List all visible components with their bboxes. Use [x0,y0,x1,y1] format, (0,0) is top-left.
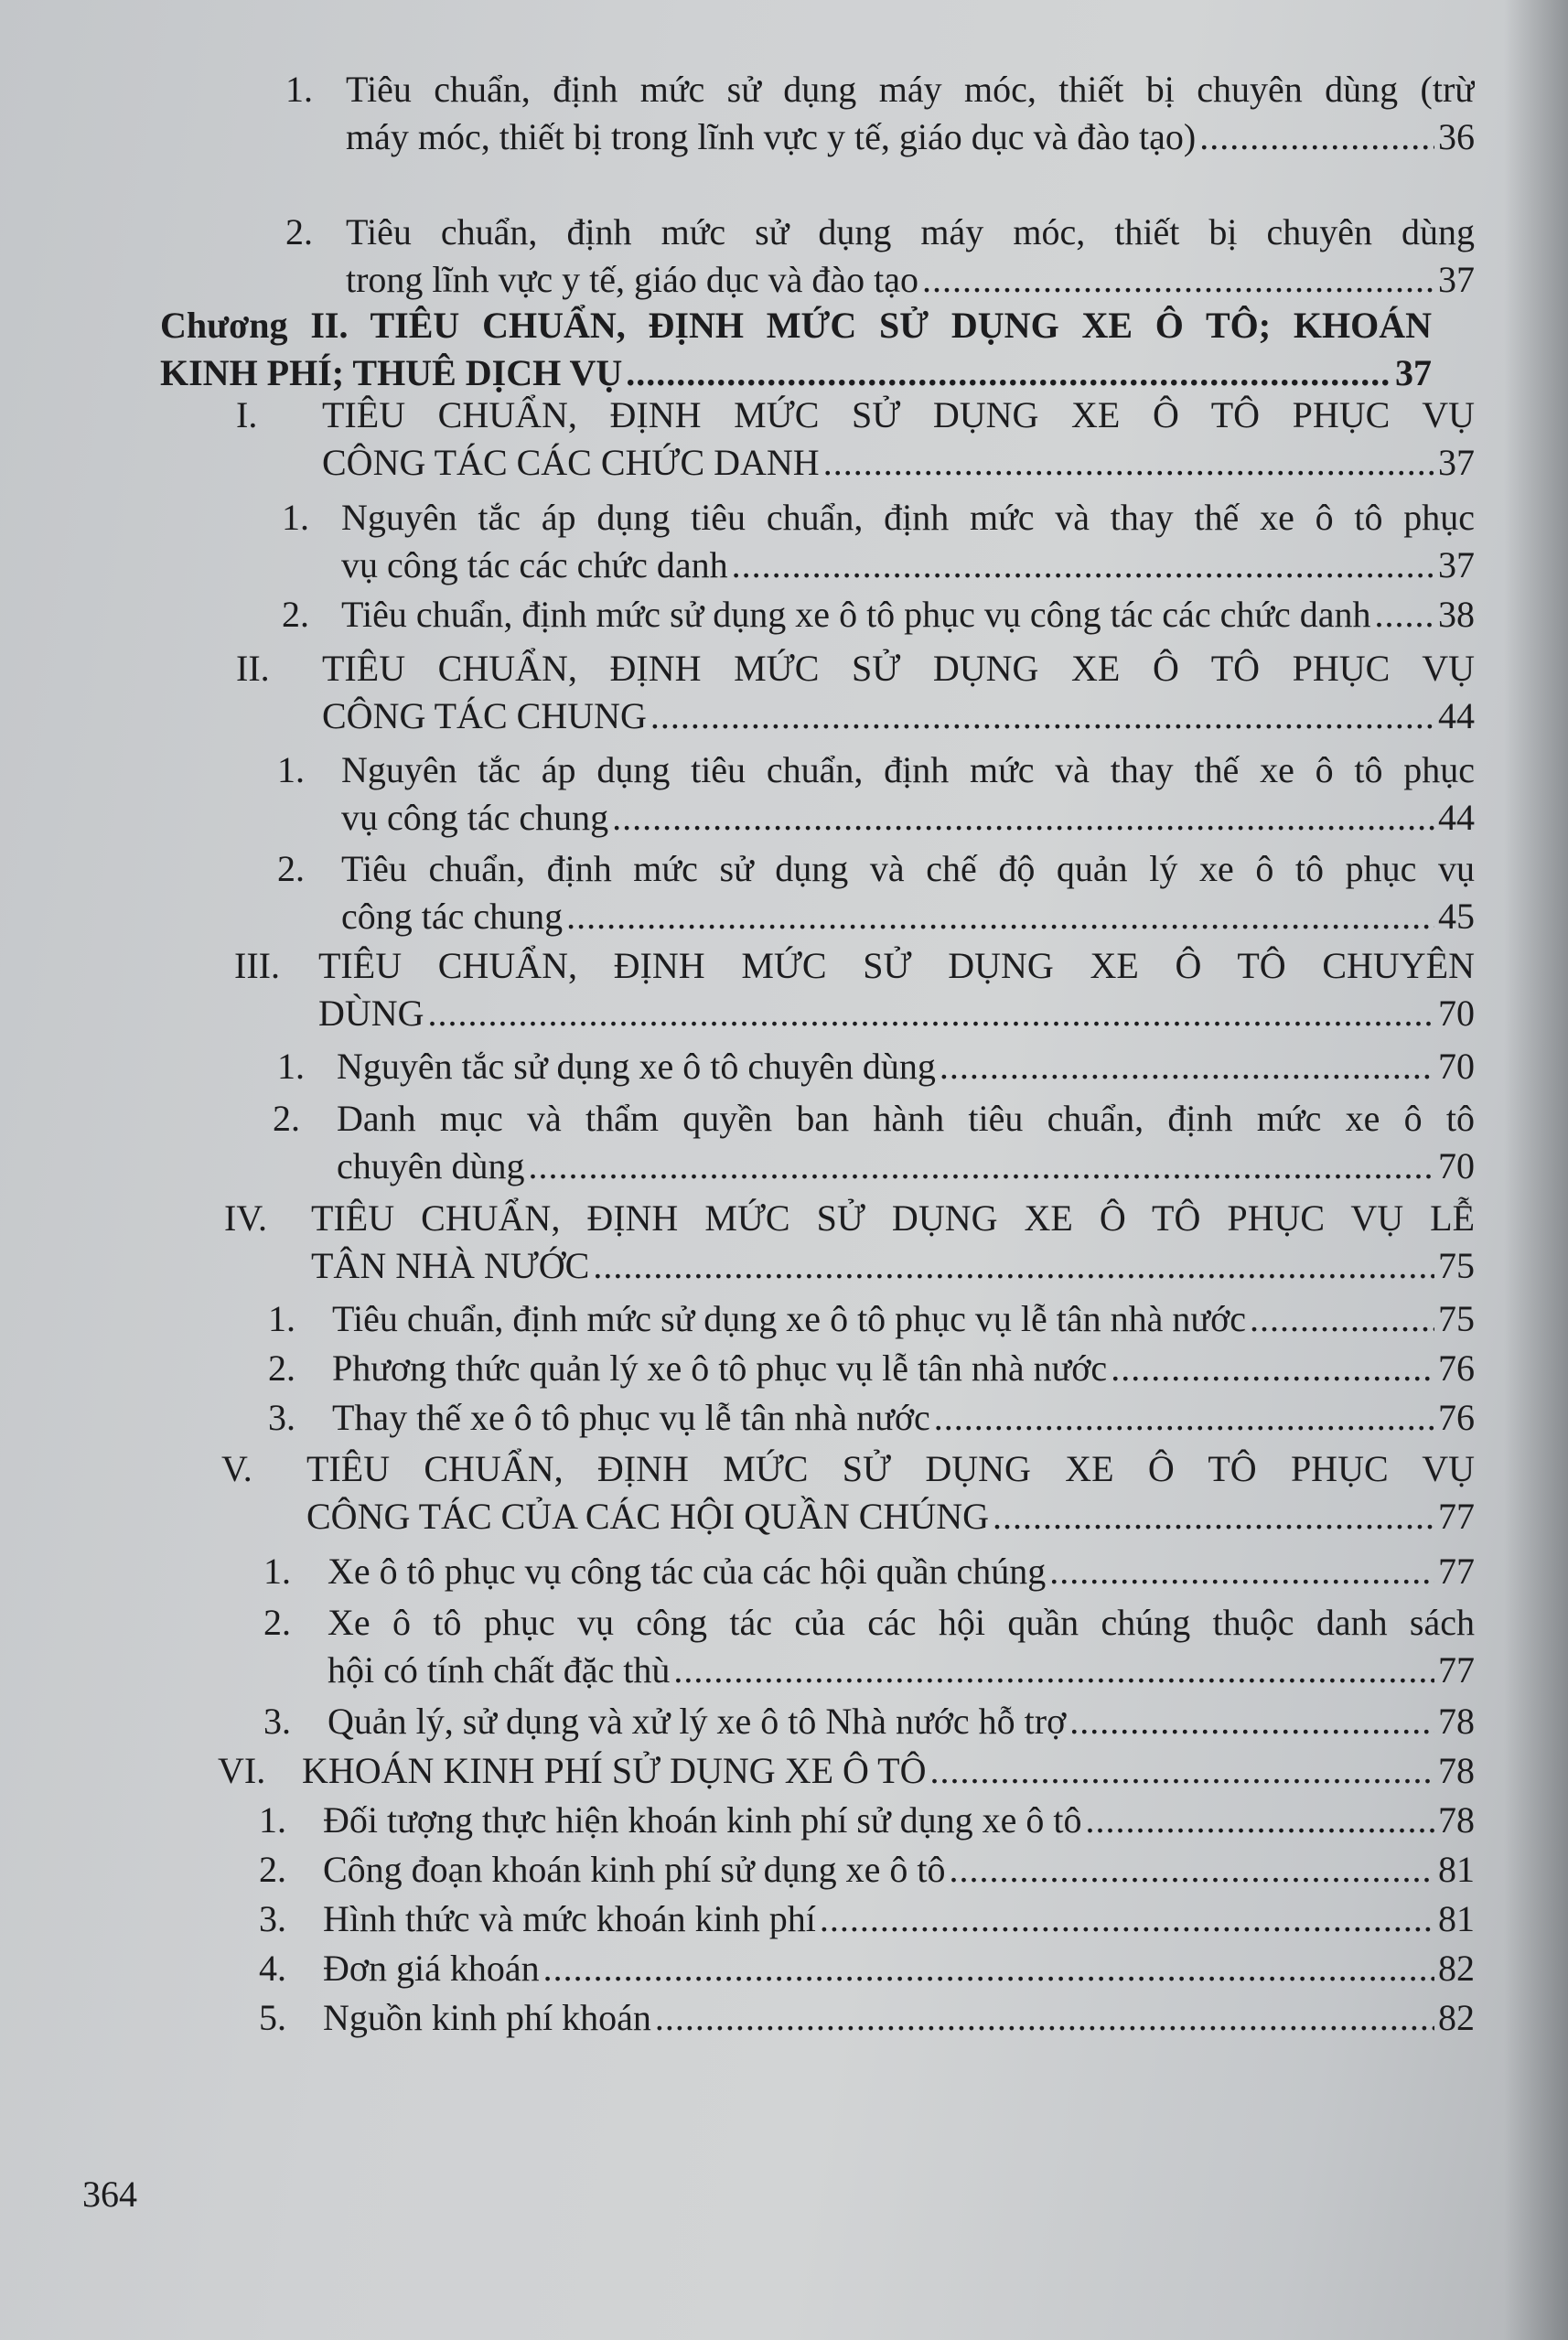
toc-entry-text: Tiêu chuẩn, định mức sử dụng xe ô tô phục vụ công tác các chức danh [341,594,1371,635]
toc-entry-last-line [322,439,1475,487]
toc-entry-page: 37 [1438,544,1475,585]
toc-entry-number: 2. [277,848,305,889]
toc-entry-page: 81 [1438,1898,1475,1939]
toc-entry-last-line [323,1895,1475,1943]
toc-entry-page: 81 [1438,1849,1475,1890]
toc-entry [282,494,1475,589]
toc-entry-last-line [306,1493,1475,1540]
toc-entry [234,942,1475,1037]
toc-entry-number: 2. [282,594,309,635]
toc-entry-text: Quản lý, sử dụng và xử lý xe ô tô Nhà nước hỗ trợ [328,1701,1067,1742]
toc-entry-text: Nguyên tắc áp dụng tiêu chuẩn, định mức và thay thế xe ô tô phục [341,497,1475,538]
toc-entry [259,1797,1475,1844]
dot-leader [934,1394,1434,1442]
toc-entry [259,1945,1475,1992]
dot-leader [823,439,1434,487]
dot-leader [1199,113,1434,161]
toc-entry-text: Đối tượng thực hiện khoán kinh phí sử dụng xe ô tô [323,1799,1082,1841]
toc-entry [268,1394,1475,1442]
toc-entry-last-line [302,1747,1475,1795]
dot-leader [732,542,1434,589]
dot-leader [930,1747,1435,1795]
toc-entry-page: 70 [1438,1046,1475,1087]
toc-entry-number: 1. [277,1046,305,1087]
toc-entry-text: Thay thế xe ô tô phục vụ lễ tân nhà nước [332,1397,930,1438]
toc-entry-text: Xe ô tô phục vụ công tác của các hội quần chúng [328,1551,1047,1592]
dot-leader [950,1846,1434,1894]
dot-leader [1085,1797,1434,1844]
toc-entry-text: vụ công tác chung [341,797,609,838]
toc-entry-number: I. [236,394,258,435]
toc-entry-text: Nguyên tắc áp dụng tiêu chuẩn, định mức và thay thế xe ô tô phục [341,749,1475,790]
toc-entry-number: II. [236,648,270,689]
toc-entry-text: hội có tính chất đặc thù [328,1649,671,1691]
toc-entry-last-line [318,990,1475,1037]
toc-entry-page: 78 [1438,1701,1475,1742]
toc-entry-text: Danh mục và thẩm quyền ban hành tiêu chuẩn, định mức xe ô tô [337,1098,1475,1139]
toc-entry-text: KHOÁN KINH PHÍ SỬ DỤNG XE Ô TÔ [302,1750,927,1791]
toc-entry-last-line [323,1945,1475,1992]
toc-entry-text: máy móc, thiết bị trong lĩnh vực y tế, giáo dục và đào tạo) [346,116,1197,157]
toc-entry-page: 38 [1438,594,1475,635]
toc-entry-text: Hình thức và mức khoán kinh phí [323,1898,816,1939]
toc-entry [277,746,1475,842]
toc-entry-number: 1. [268,1298,295,1339]
dot-leader [428,990,1434,1037]
dot-leader [922,256,1434,304]
toc-entry-number: 1. [263,1551,291,1592]
toc-entry [282,591,1475,639]
toc-entry-text: TIÊU CHUẨN, ĐỊNH MỨC SỬ DỤNG XE Ô TÔ PHỤC VỤ [322,394,1475,435]
page-edge-shadow [1504,0,1568,2340]
toc-entry [268,1345,1475,1392]
toc-entry-page: 37 [1395,352,1432,393]
toc-entry-last-line [328,1548,1475,1595]
toc-entry-last-line [323,1846,1475,1894]
toc-entry-number: III. [234,945,280,986]
toc-entry-page: 37 [1438,442,1475,483]
dot-leader [543,1945,1434,1992]
toc-entry [273,1095,1475,1190]
dot-leader [593,1242,1434,1290]
dot-leader [1111,1345,1434,1392]
toc-entry-text: Đơn giá khoán [323,1948,540,1989]
toc-entry-number: 2. [268,1347,295,1389]
page-number: 364 [82,2174,137,2215]
toc-entry-number: V. [221,1448,252,1489]
toc-entry-text: Phương thức quản lý xe ô tô phục vụ lễ tân nhà nước [332,1347,1108,1389]
dot-leader [940,1043,1434,1090]
toc-entry [263,1548,1475,1595]
toc-entry-number: 3. [268,1397,295,1438]
toc-entry-text: Nguyên tắc sử dụng xe ô tô chuyên dùng [337,1046,936,1087]
toc-entry [263,1599,1475,1694]
toc-entry-page: 44 [1438,695,1475,736]
toc-entry-last-line [346,113,1475,161]
toc-entry-text: vụ công tác các chức danh [341,544,728,585]
toc-entry-number: 3. [263,1701,291,1742]
toc-entry-page: 75 [1438,1298,1475,1339]
toc-entry-text: Xe ô tô phục vụ công tác của các hội quần chúng thuộc danh sách [328,1602,1475,1643]
toc-entry-text: TIÊU CHUẨN, ĐỊNH MỨC SỬ DỤNG XE Ô TÔ CHUYÊN [318,945,1475,986]
dot-leader [626,349,1391,397]
toc-entry-text: chuyên dùng [337,1145,525,1186]
dot-leader [650,692,1434,740]
toc-entry-text: trong lĩnh vực y tế, giáo dục và đào tạo [346,259,918,300]
toc-entry-page: 70 [1438,1145,1475,1186]
toc-entry-last-line [328,1647,1475,1694]
dot-leader [612,794,1434,842]
dot-leader [820,1895,1434,1943]
toc-entry-number: IV. [224,1197,268,1239]
toc-entry-text: Công đoạn khoán kinh phí sử dụng xe ô tô [323,1849,946,1890]
toc-entry-page: 75 [1438,1245,1475,1286]
toc-entry-last-line [346,256,1475,304]
toc-entry [218,1747,1475,1795]
toc-entry-page: 76 [1438,1397,1475,1438]
toc-entry [268,1295,1475,1343]
toc-entry-number: 2. [263,1602,291,1643]
toc-entry-last-line [311,1242,1475,1290]
dot-leader [529,1143,1434,1190]
toc-entry-last-line [337,1043,1475,1090]
toc-entry [236,392,1475,487]
toc-entry-page: 45 [1438,896,1475,937]
toc-entry-page: 82 [1438,1997,1475,2038]
toc-entry-number: 2. [259,1849,286,1890]
toc-entry [259,1994,1475,2042]
toc-entry-last-line [341,542,1475,589]
toc-entry-last-line [337,1143,1475,1190]
dot-leader [1250,1295,1434,1343]
toc-entry-last-line [328,1698,1475,1745]
dot-leader [1049,1548,1434,1595]
dot-leader [1069,1698,1434,1745]
toc-entry-text: KINH PHÍ; THUÊ DỊCH VỤ [160,352,623,393]
toc-entry-page: 37 [1438,259,1475,300]
toc-entry [160,302,1432,397]
toc-entry-text: Tiêu chuẩn, định mức sử dụng và chế độ quản lý xe ô tô phục vụ [341,848,1475,889]
toc-entry-last-line [323,1994,1475,2042]
toc-entry-number: 1. [285,69,313,110]
toc-entry [259,1895,1475,1943]
toc-entry [221,1445,1475,1540]
toc-entry-text: TIÊU CHUẨN, ĐỊNH MỨC SỬ DỤNG XE Ô TÔ PHỤC VỤ LỄ [311,1197,1475,1239]
toc-entry-text: Chương II. TIÊU CHUẨN, ĐỊNH MỨC SỬ DỤNG XE Ô TÔ; KHOÁN [160,305,1432,346]
toc-entry-page: 44 [1438,797,1475,838]
toc-entry-number: 1. [277,749,305,790]
toc-entry-page: 78 [1438,1750,1475,1791]
toc-entry-text: TIÊU CHUẨN, ĐỊNH MỨC SỬ DỤNG XE Ô TÔ PHỤC VỤ [306,1448,1475,1489]
toc-entry-last-line [323,1797,1475,1844]
toc-entry-page: 76 [1438,1347,1475,1389]
toc-entry-text: Tiêu chuẩn, định mức sử dụng máy móc, thiết bị chuyên dùng (trừ [346,69,1475,110]
toc-entry-number: 2. [285,211,313,252]
toc-entry-page: 70 [1438,993,1475,1034]
toc-entry [277,845,1475,940]
dot-leader [566,893,1434,940]
toc-entry [277,1043,1475,1090]
toc-entry-text: CÔNG TÁC CHUNG [322,695,647,736]
toc-entry-text: TÂN NHÀ NƯỚC [311,1245,590,1286]
toc-entry-number: VI. [218,1750,266,1791]
toc-entry-page: 78 [1438,1799,1475,1841]
dot-leader [673,1647,1434,1694]
toc-entry [224,1195,1475,1290]
toc-entry [236,645,1475,740]
toc-entry-page: 77 [1438,1496,1475,1537]
toc-entry-text: công tác chung [341,896,564,937]
toc-entry-last-line [322,692,1475,740]
toc-entry-number: 4. [259,1948,286,1989]
toc-entry-last-line [341,893,1475,940]
toc-entry-last-line [332,1394,1475,1442]
dot-leader [993,1493,1434,1540]
toc-entry-text: Tiêu chuẩn, định mức sử dụng xe ô tô phục vụ lễ tân nhà nước [332,1298,1247,1339]
toc-entry-last-line [341,591,1475,639]
toc-entry-text: CÔNG TÁC CÁC CHỨC DANH [322,442,820,483]
toc-entry-number: 1. [259,1799,286,1841]
toc-entry [263,1698,1475,1745]
toc-entry-page: 77 [1438,1649,1475,1691]
toc-entry-text: Tiêu chuẩn, định mức sử dụng máy móc, thiết bị chuyên dùng [346,211,1475,252]
toc-entry [285,209,1475,304]
toc-entry-number: 3. [259,1898,286,1939]
toc-entry-text: Nguồn kinh phí khoán [323,1997,651,2038]
toc-entry-page: 82 [1438,1948,1475,1989]
toc-entry-number: 1. [282,497,309,538]
toc-entry-text: CÔNG TÁC CỦA CÁC HỘI QUẦN CHÚNG [306,1496,989,1537]
toc-entry-number: 5. [259,1997,286,2038]
toc-entry [285,66,1475,161]
dot-leader [655,1994,1434,2042]
toc-entry-text: DÙNG [318,993,424,1034]
toc-entry [259,1846,1475,1894]
toc-entry-number: 2. [273,1098,300,1139]
toc-entry-page: 36 [1438,116,1475,157]
toc-entry-text: TIÊU CHUẨN, ĐỊNH MỨC SỬ DỤNG XE Ô TÔ PHỤC VỤ [322,648,1475,689]
toc-entry-last-line [332,1345,1475,1392]
toc-entry-last-line [341,794,1475,842]
toc-entry-last-line [332,1295,1475,1343]
toc-entry-page: 77 [1438,1551,1475,1592]
dot-leader [1375,591,1434,639]
toc-entry-last-line [160,349,1432,397]
